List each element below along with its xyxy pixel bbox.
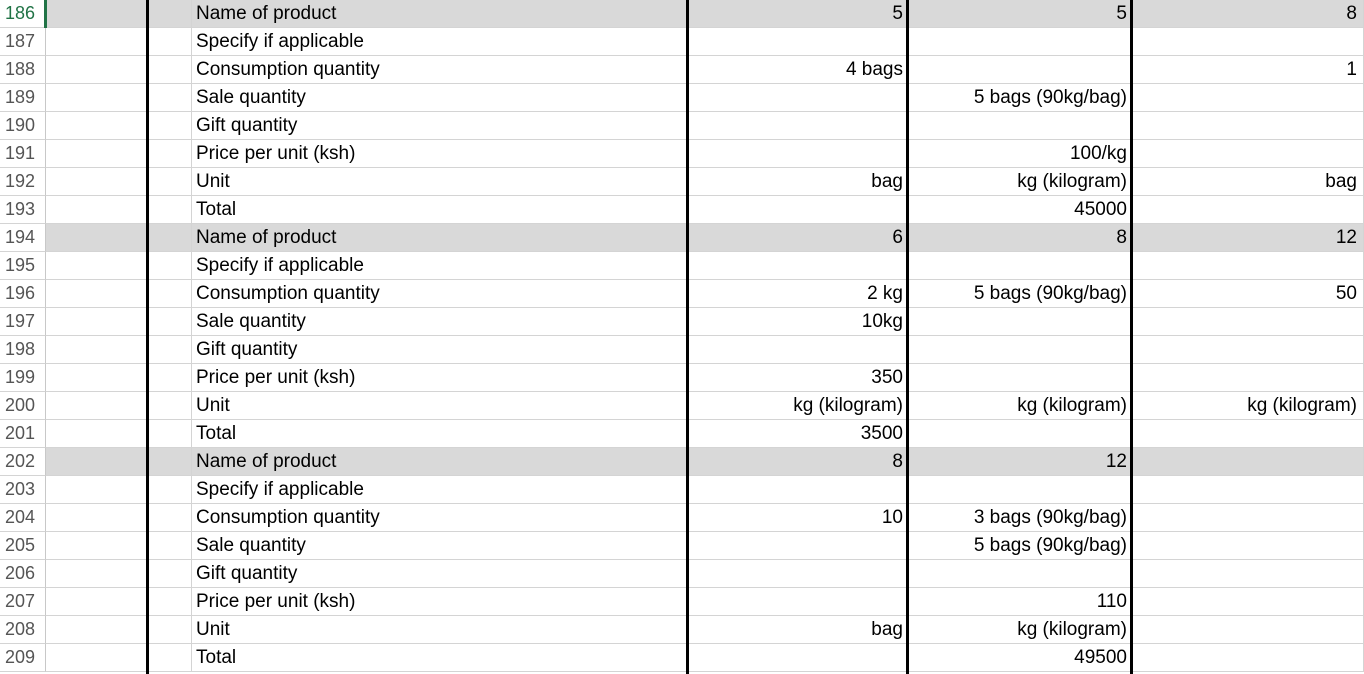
cell-col-c[interactable] — [148, 252, 192, 280]
cell-col-c[interactable] — [148, 476, 192, 504]
cell-value-1[interactable]: bag — [688, 168, 908, 196]
row-number[interactable]: 196 — [0, 280, 46, 308]
cell-value-1[interactable]: 10kg — [688, 308, 908, 336]
table-row — [0, 560, 1364, 588]
cell-value-1[interactable]: 350 — [688, 364, 908, 392]
cell-label[interactable]: Unit — [192, 168, 688, 196]
row-number[interactable]: 207 — [0, 588, 46, 616]
cell-value-2[interactable]: 5 bags (90kg/bag) — [908, 84, 1132, 112]
cell-label[interactable]: Price per unit (ksh) — [192, 140, 688, 168]
cell-value-3[interactable]: 8 — [1132, 0, 1364, 28]
table-row — [0, 588, 1364, 616]
cell-value-3[interactable] — [1132, 448, 1364, 476]
cell-label[interactable]: Unit — [192, 616, 688, 644]
table-row — [0, 224, 1364, 252]
cell-value-2[interactable]: kg (kilogram) — [908, 616, 1132, 644]
cell-col-b[interactable] — [46, 476, 148, 504]
cell-label[interactable]: Name of product — [192, 448, 688, 476]
cell-value-3[interactable] — [1132, 336, 1364, 364]
cell-col-b[interactable] — [46, 588, 148, 616]
cell-col-b[interactable] — [46, 0, 148, 28]
row-number[interactable]: 195 — [0, 252, 46, 280]
thick-column-border-4 — [1130, 0, 1133, 674]
table-row — [0, 504, 1364, 532]
cell-col-b[interactable] — [46, 252, 148, 280]
row-number[interactable]: 193 — [0, 196, 46, 224]
cell-col-c[interactable] — [148, 0, 192, 28]
cell-label[interactable]: Name of product — [192, 224, 688, 252]
cell-value-3[interactable]: 12 — [1132, 224, 1364, 252]
table-row — [0, 84, 1364, 112]
table-row — [0, 364, 1364, 392]
row-number[interactable]: 194 — [0, 224, 46, 252]
cell-value-2[interactable] — [908, 560, 1132, 588]
cell-col-c[interactable] — [148, 196, 192, 224]
cell-label[interactable]: Gift quantity — [192, 560, 688, 588]
thick-column-border-2 — [686, 0, 689, 674]
cell-value-2[interactable] — [908, 112, 1132, 140]
cell-value-3[interactable] — [1132, 504, 1364, 532]
cell-col-c[interactable] — [148, 504, 192, 532]
cell-label[interactable]: Price per unit (ksh) — [192, 588, 688, 616]
cell-value-2[interactable]: 100/kg — [908, 140, 1132, 168]
table-row — [0, 140, 1364, 168]
cell-col-b[interactable] — [46, 336, 148, 364]
cell-value-3[interactable] — [1132, 560, 1364, 588]
table-row — [0, 616, 1364, 644]
cell-value-2[interactable]: 45000 — [908, 196, 1132, 224]
table-row — [0, 336, 1364, 364]
cell-value-1[interactable]: 2 kg — [688, 280, 908, 308]
cell-col-c[interactable] — [148, 280, 192, 308]
cell-value-3[interactable] — [1132, 364, 1364, 392]
cell-label[interactable]: Consumption quantity — [192, 56, 688, 84]
cell-value-2[interactable]: kg (kilogram) — [908, 392, 1132, 420]
cell-value-2[interactable] — [908, 252, 1132, 280]
cell-col-b[interactable] — [46, 364, 148, 392]
cell-value-2[interactable]: 110 — [908, 588, 1132, 616]
row-number[interactable]: 200 — [0, 392, 46, 420]
cell-value-1[interactable] — [688, 336, 908, 364]
cell-value-3[interactable] — [1132, 476, 1364, 504]
cell-value-2[interactable]: kg (kilogram) — [908, 168, 1132, 196]
cell-col-c[interactable] — [148, 84, 192, 112]
cell-col-b[interactable] — [46, 392, 148, 420]
cell-value-2[interactable]: 5 — [908, 0, 1132, 28]
cell-value-3[interactable]: bag — [1132, 168, 1364, 196]
cell-label[interactable]: Specify if applicable — [192, 28, 688, 56]
cell-col-c[interactable] — [148, 28, 192, 56]
row-number[interactable]: 198 — [0, 336, 46, 364]
cell-col-c[interactable] — [148, 616, 192, 644]
cell-value-3[interactable] — [1132, 616, 1364, 644]
cell-value-1[interactable] — [688, 560, 908, 588]
cell-label[interactable]: Consumption quantity — [192, 504, 688, 532]
cell-value-2[interactable]: 12 — [908, 448, 1132, 476]
cell-col-c[interactable] — [148, 392, 192, 420]
cell-col-b[interactable] — [46, 560, 148, 588]
table-row — [0, 476, 1364, 504]
active-row-indicator — [44, 0, 47, 28]
row-number[interactable]: 205 — [0, 532, 46, 560]
table-row — [0, 56, 1364, 84]
cell-value-2[interactable] — [908, 56, 1132, 84]
cell-value-2[interactable]: 5 bags (90kg/bag) — [908, 280, 1132, 308]
cell-value-3[interactable] — [1132, 252, 1364, 280]
cell-value-1[interactable] — [688, 588, 908, 616]
cell-label[interactable]: Total — [192, 196, 688, 224]
table-row — [0, 252, 1364, 280]
cell-value-2[interactable]: 8 — [908, 224, 1132, 252]
cell-label[interactable]: Price per unit (ksh) — [192, 364, 688, 392]
cell-label[interactable]: Sale quantity — [192, 532, 688, 560]
cell-col-b[interactable] — [46, 224, 148, 252]
cell-label[interactable]: Consumption quantity — [192, 280, 688, 308]
cell-value-3[interactable] — [1132, 112, 1364, 140]
cell-col-c[interactable] — [148, 56, 192, 84]
cell-value-3[interactable]: kg (kilogram) — [1132, 392, 1364, 420]
row-number[interactable]: 186 — [0, 0, 46, 28]
cell-col-c[interactable] — [148, 168, 192, 196]
row-number[interactable]: 188 — [0, 56, 46, 84]
table-row — [0, 448, 1364, 476]
cell-value-3[interactable] — [1132, 308, 1364, 336]
table-row — [0, 644, 1364, 672]
cell-value-1[interactable]: 5 — [688, 0, 908, 28]
table-row — [0, 392, 1364, 420]
row-number[interactable]: 197 — [0, 308, 46, 336]
row-number[interactable]: 204 — [0, 504, 46, 532]
cell-col-c[interactable] — [148, 140, 192, 168]
cell-value-3[interactable] — [1132, 140, 1364, 168]
cell-col-b[interactable] — [46, 140, 148, 168]
table-row — [0, 168, 1364, 196]
cell-label[interactable]: Sale quantity — [192, 308, 688, 336]
cell-value-1[interactable]: 3500 — [688, 420, 908, 448]
cell-value-1[interactable]: kg (kilogram) — [688, 392, 908, 420]
cell-col-b[interactable] — [46, 112, 148, 140]
cell-value-3[interactable] — [1132, 532, 1364, 560]
cell-value-2[interactable]: 49500 — [908, 644, 1132, 672]
table-row — [0, 196, 1364, 224]
cell-col-b[interactable] — [46, 616, 148, 644]
cell-col-b[interactable] — [46, 644, 148, 672]
cell-value-3[interactable] — [1132, 28, 1364, 56]
cell-value-3[interactable] — [1132, 196, 1364, 224]
table-row — [0, 280, 1364, 308]
cell-col-c[interactable] — [148, 336, 192, 364]
thick-column-border-1 — [146, 0, 149, 674]
cell-col-b[interactable] — [46, 504, 148, 532]
cell-value-3[interactable] — [1132, 588, 1364, 616]
cell-label[interactable]: Name of product — [192, 0, 688, 28]
cell-value-1[interactable] — [688, 28, 908, 56]
table-row — [0, 0, 1364, 28]
cell-col-b[interactable] — [46, 28, 148, 56]
cell-value-2[interactable]: 5 bags (90kg/bag) — [908, 532, 1132, 560]
cell-value-3[interactable]: 50 — [1132, 280, 1364, 308]
cell-col-c[interactable] — [148, 644, 192, 672]
row-number[interactable]: 201 — [0, 420, 46, 448]
row-number[interactable]: 191 — [0, 140, 46, 168]
cell-value-2[interactable] — [908, 364, 1132, 392]
cell-col-c[interactable] — [148, 448, 192, 476]
cell-value-1[interactable] — [688, 196, 908, 224]
cell-value-2[interactable]: 3 bags (90kg/bag) — [908, 504, 1132, 532]
row-number[interactable]: 199 — [0, 364, 46, 392]
table-row — [0, 112, 1364, 140]
cell-col-b[interactable] — [46, 56, 148, 84]
cell-col-b[interactable] — [46, 308, 148, 336]
cell-col-c[interactable] — [148, 532, 192, 560]
thick-column-border-3 — [906, 0, 909, 674]
cell-col-b[interactable] — [46, 420, 148, 448]
cell-col-c[interactable] — [148, 112, 192, 140]
cell-label[interactable]: Sale quantity — [192, 84, 688, 112]
cell-col-b[interactable] — [46, 196, 148, 224]
cell-label[interactable]: Gift quantity — [192, 336, 688, 364]
row-number[interactable]: 202 — [0, 448, 46, 476]
cell-value-1[interactable]: bag — [688, 616, 908, 644]
cell-value-2[interactable] — [908, 308, 1132, 336]
cell-value-3[interactable]: 1 — [1132, 56, 1364, 84]
cell-value-1[interactable] — [688, 112, 908, 140]
cell-value-3[interactable] — [1132, 420, 1364, 448]
cell-col-c[interactable] — [148, 224, 192, 252]
cell-value-2[interactable] — [908, 336, 1132, 364]
cell-value-1[interactable] — [688, 644, 908, 672]
cell-value-2[interactable] — [908, 476, 1132, 504]
cell-label[interactable]: Specify if applicable — [192, 476, 688, 504]
cell-label[interactable]: Gift quantity — [192, 112, 688, 140]
table-row — [0, 28, 1364, 56]
cell-value-3[interactable] — [1132, 644, 1364, 672]
cell-label[interactable]: Total — [192, 644, 688, 672]
cell-value-1[interactable]: 10 — [688, 504, 908, 532]
cell-col-b[interactable] — [46, 532, 148, 560]
cell-value-1[interactable] — [688, 140, 908, 168]
cell-col-b[interactable] — [46, 448, 148, 476]
row-number[interactable]: 189 — [0, 84, 46, 112]
table-row — [0, 532, 1364, 560]
cell-col-b[interactable] — [46, 84, 148, 112]
cell-label[interactable]: Total — [192, 420, 688, 448]
row-number[interactable]: 209 — [0, 644, 46, 672]
cell-value-1[interactable] — [688, 252, 908, 280]
row-number[interactable]: 190 — [0, 112, 46, 140]
cell-label[interactable]: Unit — [192, 392, 688, 420]
row-number[interactable]: 208 — [0, 616, 46, 644]
cell-label[interactable]: Specify if applicable — [192, 252, 688, 280]
cell-value-3[interactable] — [1132, 84, 1364, 112]
cell-col-c[interactable] — [148, 308, 192, 336]
table-row — [0, 420, 1364, 448]
cell-col-c[interactable] — [148, 588, 192, 616]
cell-col-c[interactable] — [148, 420, 192, 448]
cell-value-1[interactable]: 4 bags — [688, 56, 908, 84]
row-number[interactable]: 206 — [0, 560, 46, 588]
cell-value-1[interactable]: 6 — [688, 224, 908, 252]
cell-value-1[interactable] — [688, 84, 908, 112]
cell-value-1[interactable] — [688, 476, 908, 504]
cell-value-1[interactable]: 8 — [688, 448, 908, 476]
row-number[interactable]: 187 — [0, 28, 46, 56]
cell-value-2[interactable] — [908, 420, 1132, 448]
cell-col-b[interactable] — [46, 168, 148, 196]
cell-value-1[interactable] — [688, 532, 908, 560]
row-number[interactable]: 203 — [0, 476, 46, 504]
cell-col-c[interactable] — [148, 364, 192, 392]
cell-value-2[interactable] — [908, 28, 1132, 56]
cell-col-c[interactable] — [148, 560, 192, 588]
row-number[interactable]: 192 — [0, 168, 46, 196]
cell-col-b[interactable] — [46, 280, 148, 308]
table-row — [0, 308, 1364, 336]
